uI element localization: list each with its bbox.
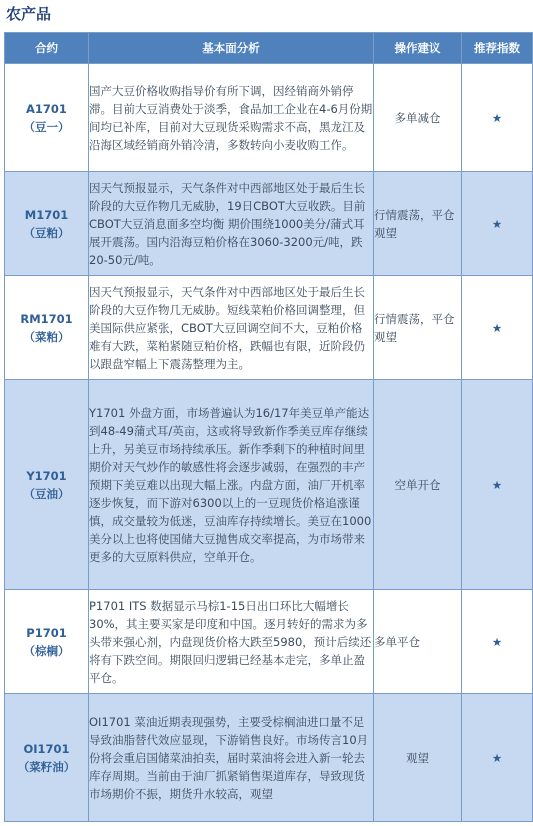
rating-star-icon: ★: [462, 172, 533, 276]
table-row: [5, 172, 533, 276]
advice-cell: 多单平仓: [374, 590, 462, 694]
commodity-table: [4, 32, 533, 822]
contract-code: P1701: [26, 625, 67, 640]
header-rating: 推荐指数: [462, 33, 533, 64]
advice-cell: 多单减仓: [374, 64, 462, 172]
analysis-cell: OI1701 菜油近期表现强势，主要受棕榈油进口量不足导致油脂替代效应显现，下游销售良好。市场传言10月份将会重启国储菜油拍卖，届时菜油将会进入新一轮去库存周期。当前由于油厂抓紧销售渠道库存，导致现货市场期价不振，期货升水较高，观望: [89, 694, 374, 822]
contract-code: Y1701: [26, 468, 67, 483]
rating-star-icon: ★: [462, 380, 533, 590]
analysis-cell: 因天气预报显示，天气条件对中西部地区处于最后生长阶段的大豆作物几无威胁，19日CBOT大豆收跌。目前CBOT大豆消息面多空均衡 期价围绕1000美分/蒲式耳展开震荡。国内沿海豆粕价格在3060-3200元/吨，跌20-50元/吨。: [89, 172, 374, 276]
contract-cell: [5, 172, 89, 276]
header-contract: 合约: [5, 33, 89, 64]
table-header-row: [5, 33, 533, 64]
advice-cell: 行情震荡，平仓观望: [374, 276, 462, 380]
rating-star-icon: ★: [462, 276, 533, 380]
contract-name: （豆油）: [23, 486, 70, 501]
contract-code: OI1701: [23, 741, 70, 756]
contract-cell: [5, 64, 89, 172]
table-row: [5, 64, 533, 172]
advice-cell: 观望: [374, 694, 462, 822]
table-row: [5, 590, 533, 694]
header-analysis: 基本面分析: [89, 33, 374, 64]
rating-star-icon: ★: [462, 694, 533, 822]
analysis-cell: 因天气预报显示，天气条件对中西部地区处于最后生长阶段的大豆作物几无威胁。短线菜粕价格回调整理，但美国际供应紧张，CBOT大豆回调空间不大，豆粕价格难有大跌，菜粕紧随豆粕价格，跌幅也有限，近阶段仍以跟盘窄幅上下震荡整理为主。: [89, 276, 374, 380]
contract-cell: [5, 380, 89, 590]
rating-star-icon: ★: [462, 64, 533, 172]
contract-name: （棕榈）: [23, 643, 70, 658]
advice-cell: 行情震荡，平仓观望: [374, 172, 462, 276]
contract-name: （豆粕）: [23, 225, 70, 240]
rating-star-icon: ★: [462, 590, 533, 694]
contract-code: M1701: [24, 207, 69, 222]
advice-cell: 空单开仓: [374, 380, 462, 590]
contract-cell: [5, 590, 89, 694]
contract-name: （豆一）: [23, 119, 70, 134]
table-row: [5, 276, 533, 380]
contract-code: A1701: [26, 101, 67, 116]
contract-name: （菜粕）: [23, 329, 70, 344]
table-row: [5, 380, 533, 590]
analysis-cell: P1701 ITS 数据显示马棕1-15日出口环比大幅增长30%，其主要买家是印度和中国。逐月转好的需求为多头带来强心剂，内盘现货价格大跌至5980，预计后续还将有下跌空间。期限回归逻辑已经基本走完，多单止盈平仓。: [89, 590, 374, 694]
section-title: 农产品: [6, 5, 52, 23]
contract-code: RM1701: [20, 311, 73, 326]
analysis-cell: Y1701 外盘方面，市场普遍认为16/17年美豆单产能达到48-49蒲式耳/英亩，这或将导致新作季美豆库存继续上升，另美豆市场持续承压。新作季剩下的种植时间里期价对天气炒作的敏感性将会逐步减弱，在强烈的丰产预期下美豆难以出现大幅上涨。内盘方面，油厂开机率逐步恢复，而下游对6300以上的一豆现货价格追涨谨慎，成交量较为低迷，豆油库存持续增长。美豆在1000美分以上也将使国储大豆抛售成交率提高，为市场带来更多的大豆原料供应，空单开仓。: [89, 380, 374, 590]
header-advice: 操作建议: [374, 33, 462, 64]
contract-cell: [5, 276, 89, 380]
contract-cell: [5, 694, 89, 822]
analysis-cell: 国产大豆价格收购指导价有所下调，因经销商外销停滞。目前大豆消费处于淡季，食品加工企业在4-6月份期间均已补库，目前对大豆现货采购需求不高，黑龙江及沿海区域经销商外销冷清，多数转向小麦收购工作。: [89, 64, 374, 172]
contract-name: （菜籽油）: [17, 759, 76, 774]
table-row: [5, 694, 533, 822]
